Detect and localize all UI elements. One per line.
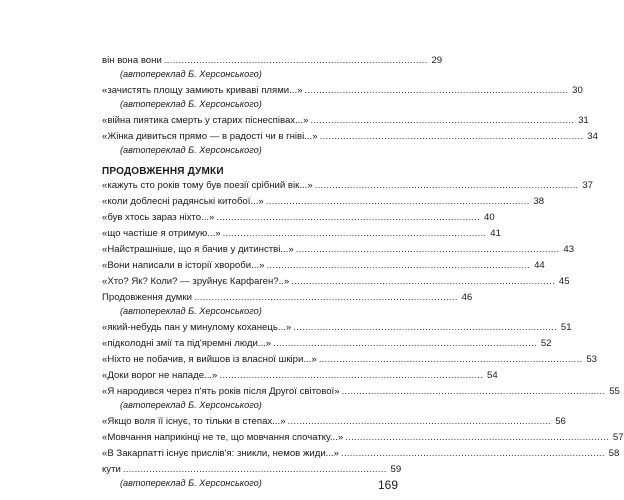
toc-entry-page: 45 xyxy=(558,276,570,287)
toc-entry-page: 53 xyxy=(586,354,598,365)
toc-entry xyxy=(102,416,566,427)
toc-leader-dots xyxy=(304,85,566,96)
toc-entry-page: 44 xyxy=(534,260,545,271)
toc-leader-dots xyxy=(345,432,607,443)
page-number: 169 xyxy=(378,478,399,492)
toc-entry xyxy=(102,432,624,443)
toc-entry-page: 43 xyxy=(563,244,575,255)
toc-leader-dots xyxy=(315,180,577,191)
toc-entry-title: «Я народився через п'ять років після Другої світової» xyxy=(102,386,340,397)
toc-entry-title: «який-небудь пан у минулому коханець...» xyxy=(102,322,292,333)
toc-leader-dots xyxy=(216,212,478,223)
toc-leader-dots xyxy=(194,292,456,303)
toc-entry xyxy=(102,85,583,96)
toc-entry-page: 59 xyxy=(390,464,402,475)
toc-leader-dots xyxy=(266,260,528,271)
toc-entry xyxy=(102,212,495,223)
translation-note: (автопереклад Б. Херсонського) xyxy=(120,478,262,488)
toc-entry-page: 40 xyxy=(484,212,495,223)
toc-leader-dots xyxy=(341,448,603,459)
toc-top-block xyxy=(102,55,598,156)
toc-entry-page: 31 xyxy=(578,115,589,126)
toc-section-block xyxy=(102,180,624,489)
toc-entry xyxy=(102,354,598,365)
toc-entry-page: 29 xyxy=(431,55,443,66)
toc-entry-page: 55 xyxy=(609,386,620,397)
toc-leader-dots xyxy=(342,386,604,397)
toc-leader-dots xyxy=(296,244,558,255)
toc-entry-title: «коли доблесні радянські китобої...» xyxy=(102,196,264,207)
toc-entry-title: «кажуть сто років тому був поезії срібний вік...» xyxy=(102,180,313,191)
toc-entry-title: він вона вони xyxy=(102,55,162,66)
toc-entry xyxy=(102,338,552,349)
toc-entry-page: 56 xyxy=(555,416,566,427)
toc-leader-dots xyxy=(273,338,535,349)
toc-entry xyxy=(102,228,501,239)
toc-leader-dots xyxy=(223,228,485,239)
toc-entry xyxy=(102,196,545,207)
toc-entry-title: «Доки ворог не нападе...» xyxy=(102,370,218,381)
toc-entry xyxy=(102,386,620,397)
toc-leader-dots xyxy=(291,276,553,287)
toc-entry xyxy=(102,292,473,303)
section-title: ПРОДОВЖЕННЯ ДУМКИ xyxy=(102,166,224,177)
toc-entry xyxy=(102,276,570,287)
toc-entry-title: «Найстрашніше, що я бачив у дитинстві...» xyxy=(102,244,294,255)
toc-entry xyxy=(102,55,443,66)
toc-entry-page: 46 xyxy=(461,292,473,303)
toc-leader-dots xyxy=(319,354,581,365)
translation-note: (автопереклад Б. Херсонського) xyxy=(120,145,262,155)
toc-entry xyxy=(102,244,575,255)
toc-entry xyxy=(102,180,593,191)
toc-entry-page: 38 xyxy=(533,196,545,207)
toc-entry-page: 57 xyxy=(612,432,624,443)
toc-leader-dots xyxy=(288,416,550,427)
toc-entry xyxy=(102,448,620,459)
toc-entry xyxy=(102,322,572,333)
toc-leader-dots xyxy=(320,131,582,142)
translation-note: (автопереклад Б. Херсонського) xyxy=(120,99,262,109)
toc-leader-dots xyxy=(123,464,385,475)
toc-entry-title: «Якщо воля її існує, то тільки в степах...» xyxy=(102,416,286,427)
toc-leader-dots xyxy=(164,55,426,66)
toc-entry-page: 51 xyxy=(560,322,572,333)
toc-entry-title: «підколодні змії та під'яремні люди...» xyxy=(102,338,272,349)
toc-entry-page: 52 xyxy=(540,338,552,349)
toc-leader-dots xyxy=(219,370,481,381)
toc-entry-title: «В Закарпатті існує прислів'я: зникли, немов жиди...» xyxy=(102,448,340,459)
toc-entry-title: «війна пиятика смерть у старих піснеспівах...» xyxy=(102,115,309,126)
toc-entry-page: 37 xyxy=(582,180,593,191)
toc-entry-title: «Вони написали в історії хвороби...» xyxy=(102,260,265,271)
toc-entry-title: «Ніхто не побачив, я вийшов із власної шкіри...» xyxy=(102,354,317,365)
translation-note: (автопереклад Б. Херсонського) xyxy=(120,306,262,316)
toc-leader-dots xyxy=(293,322,555,333)
toc-entry-title: «Жінка дивиться прямо — в радості чи в гніві...» xyxy=(102,131,318,142)
toc-entry-page: 34 xyxy=(587,131,598,142)
toc-entry-page: 41 xyxy=(490,228,501,239)
translation-note: (автопереклад Б. Херсонського) xyxy=(120,400,262,410)
toc-entry-title: «що частіше я отримую...» xyxy=(102,228,221,239)
toc-entry xyxy=(102,131,598,142)
toc-entry xyxy=(102,464,402,475)
section-heading-block xyxy=(102,166,398,178)
toc-entry-title: «був хтось зараз ніхто...» xyxy=(102,212,215,223)
toc-entry-title: «Хто? Як? Коли? — зруйнує Карфаген?..» xyxy=(102,276,290,287)
toc-entry-title: кути xyxy=(102,464,121,475)
toc-entry-title: «зачистять площу замиють криваві плями...» xyxy=(102,85,303,96)
toc-entry-page: 30 xyxy=(572,85,583,96)
toc-entry xyxy=(102,370,498,381)
toc-entry-page: 58 xyxy=(608,448,620,459)
toc-leader-dots xyxy=(310,115,572,126)
toc-entry-page: 54 xyxy=(487,370,498,381)
toc-entry-title: «Мовчання наприкінці не те, що мовчання спочатку...» xyxy=(102,432,344,443)
toc-entry xyxy=(102,115,589,126)
translation-note: (автопереклад Б. Херсонського) xyxy=(120,69,262,79)
toc-entry xyxy=(102,260,545,271)
toc-entry-title: Продовження думки xyxy=(102,292,192,303)
toc-leader-dots xyxy=(266,196,528,207)
